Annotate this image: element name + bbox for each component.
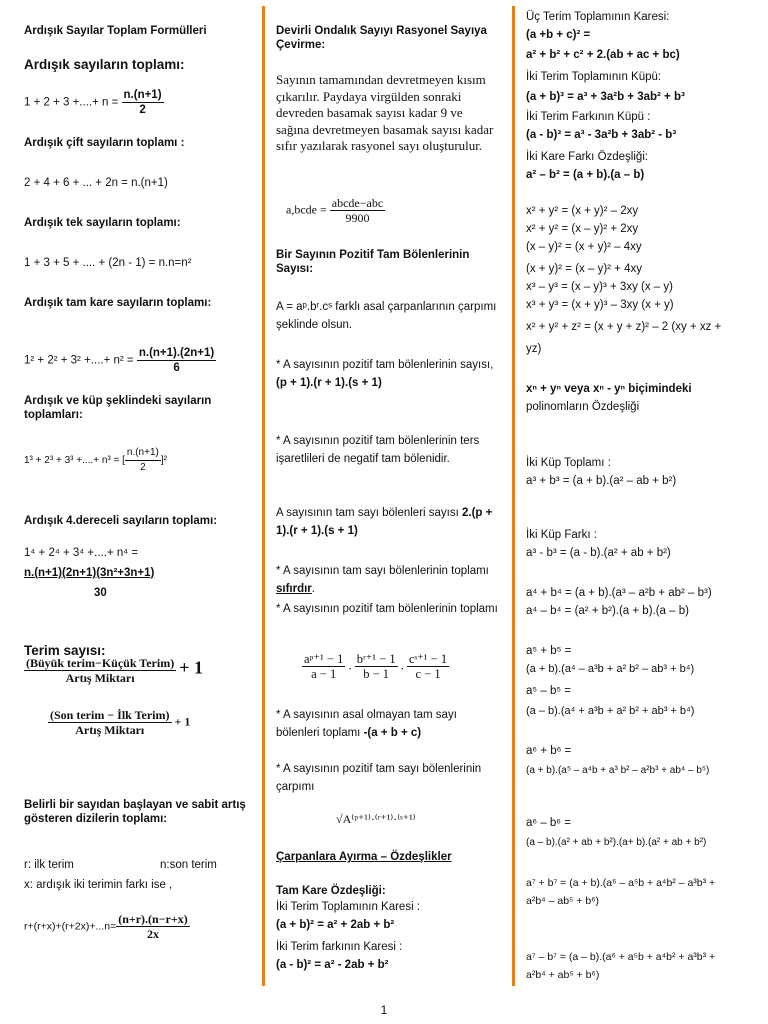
formula-denominator: a − 1 — [311, 667, 337, 681]
formula-denominator: Artış Miktarı — [65, 671, 135, 685]
bullet-text: * A sayısının tam sayı bölenlerinin toplamı — [276, 565, 489, 577]
identity-line: x² + y² + z² = (x + y + z)² – 2 (xy + xz + — [526, 321, 722, 333]
formula-term-count-1 — [24, 656, 203, 685]
formula-sixth-power-sum-2: (a + b).(a⁵ – a⁴b + a³ b² – a²b³ + ab⁴ – b⁵) — [526, 765, 710, 776]
polynomial-identity-heading-2: polinomların Özdeşliği — [526, 401, 640, 413]
label-difference: x: ardışık iki terimin farkı ise , — [24, 879, 173, 891]
formula-denominator: 2 — [139, 104, 146, 116]
formula-fourth-line-2: n.(n+1)(2n+1)(3n²+3n+1) — [24, 567, 155, 579]
formula-square-of-difference: (a - b)² = a² - 2ab + b² — [276, 959, 389, 971]
heading-consecutive-sum: Ardışık sayıların toplamı: — [24, 57, 185, 72]
column-divider-left — [262, 6, 265, 986]
label-difference-of-squares: İki Kare Farkı Özdeşliği: — [526, 151, 649, 163]
heading-term-count: Terim sayısı: — [24, 643, 106, 658]
label-cube-of-difference: İki Terim Farkının Küpü : — [526, 111, 651, 123]
heading-series-sum: Belirli bir sayıdan başlayan ve sabit artış gösteren dizilerin toplamı: — [24, 799, 246, 825]
formula-numerator: n.(n+1).(2n+1) — [138, 347, 215, 359]
formula-divisor-sum: $\frac{\text{aᵖ⁺¹ − 1}}{a - 1}$ . $\frac{\text{bʳ⁺¹ − 1}}{b - 1}$ . $\frac{\text{cˢ⁺¹ − 1}}{c - 1}$ — [304, 652, 448, 681]
identity-line: x³ + y³ = (x + y)³ – 3xy (x + y) — [526, 299, 674, 311]
formula-seventh-power-sum-1: a⁷ + b⁷ = (a + b).(a⁶ – a⁵b + a⁴b² – a³b³ + — [526, 877, 716, 889]
bullet-divisor-product: * A sayısının pozitif tam sayı bölenlerinin çarpımı — [276, 763, 482, 793]
heading-odd-sum: Ardışık tek sayıların toplamı: — [24, 217, 181, 229]
formula-seventh-power-difference-1: a⁷ – b⁷ = (a – b).(a⁶ + a⁵b + a⁴b² + a³b³ + — [526, 951, 716, 963]
formula-cube-sum — [24, 446, 167, 475]
formula-denominator: 2x — [146, 927, 159, 941]
formula-left: a,bcde = — [286, 202, 327, 217]
page-number: 1 — [380, 1003, 388, 1017]
identity-line: (x – y)² = (x + y)² – 4xy — [526, 241, 642, 253]
formula-trinomial-square-1: (a +b + c)² = — [526, 29, 591, 41]
bullet-integer-divisor-count — [276, 504, 498, 540]
heading-square-sum: Ardışık tam kare sayıların toplamı: — [24, 297, 212, 309]
formula-fourth-power-difference: a⁴ – b⁴ = (a² + b²).(a + b).(a – b) — [526, 605, 689, 617]
bullet-text: A sayısının tam sayı bölenleri sayısı — [276, 507, 459, 519]
label-trinomial-square: Üç Terim Toplamının Karesi: — [526, 11, 670, 23]
bullet-negative-divisors: * A sayısının pozitif tam bölenlerinin ters işaretlileri de negatif tam bölenidir. — [276, 435, 480, 465]
label-first-term: r: ilk terim — [24, 859, 74, 871]
formula-denominator: Artış Miktarı — [75, 723, 145, 737]
formula-sixth-power-difference-1: a⁶ – b⁶ = — [526, 817, 571, 829]
bullet-formula: 2.(p + 1).(r + 1).(s + 1) — [276, 507, 493, 537]
formula-left: 1 + 2 + 3 +....+ n = — [24, 96, 119, 109]
formula-fifth-power-sum-1: a⁵ + b⁵ = — [526, 645, 572, 657]
bullet-formula: (p + 1).(r + 1).(s + 1) — [276, 377, 382, 389]
divisors-definition: A = aᵖ.bʳ.cˢ farklı asal çarpanlarının çarpımı şeklinde olsun. — [276, 301, 497, 331]
formula-denominator: c − 1 — [415, 667, 441, 681]
formula-numerator: cˢ⁺¹ − 1 — [408, 652, 448, 666]
formula-denominator: 2 — [140, 462, 146, 473]
formula-series-sum — [24, 912, 190, 941]
formula-cube-of-sum: (a + b)³ = a³ + 3a²b + 3ab² + b³ — [526, 91, 685, 103]
heading-cube-sum: Ardışık ve küp şeklindeki sayıların toplamları: — [24, 395, 212, 421]
formula-fifth-power-difference-1: a⁵ – b⁵ = — [526, 685, 572, 697]
formula-square-sum — [24, 346, 216, 375]
formula-numerator: aᵖ⁺¹ − 1 — [304, 652, 344, 666]
polynomial-identity-heading-1 — [526, 382, 692, 396]
bullet-emphasis: sıfırdır — [276, 583, 312, 595]
label-cube-of-sum: İki Terim Toplamının Küpü: — [526, 71, 662, 83]
formula-right: ]² — [160, 455, 167, 467]
formula-left: 1² + 2² + 3² +....+ n² = — [24, 354, 134, 367]
identity-line: x² + y² = (x + y)² – 2xy — [526, 205, 639, 217]
formula-square-of-sum: (a + b)² = a² + 2ab + b² — [276, 919, 395, 931]
bullet-integer-divisor-sum: * A sayısının tam sayı bölenlerinin toplamı sıfırdır. — [276, 565, 489, 595]
formula-cube-of-difference: (a - b)³ = a³ - 3a²b + 3ab² - b³ — [526, 129, 677, 141]
repeating-decimal-paragraph: Sayının tamamından devretmeyen kısım çıkarılır. Paydaya virgülden sonraki devreden basamak sayısı kadar 9 ve sağına devretmeyen basamak sayısı kadar sıfır yazılarak rasyonel sayı oluşturulur. — [276, 72, 494, 153]
formula-left: 1³ + 2³ + 3³ +....+ n³ = [ — [24, 455, 125, 467]
formula-plus-one: + 1 — [179, 657, 203, 678]
bullet-non-prime-divisor-sum — [276, 706, 498, 742]
formula-seventh-power-sum-2: a²b⁴ – ab⁵ + b⁶) — [526, 895, 600, 907]
section-title-repeating-decimal: Devirli Ondalık Sayıyı Rasyonel Sayıya Çevirme: — [276, 25, 487, 51]
formula-difference-of-squares: a² – b² = (a + b).(a – b) — [526, 169, 645, 181]
heading-perfect-square: Tam Kare Özdeşliği: — [276, 885, 386, 897]
bullet-positive-divisor-sum: * A sayısının pozitif tam bölenlerinin toplamı — [276, 603, 498, 615]
identity-line: x² + y² = (x – y)² + 2xy — [526, 223, 639, 235]
formula-even-sum: 2 + 4 + 6 + ... + 2n = n.(n+1) — [24, 177, 168, 189]
formula-numerator: (n+r).(n−r+x) — [118, 912, 188, 926]
formula-numerator: n.(n+1) — [125, 446, 161, 461]
identity-line: yz) — [526, 343, 542, 355]
formula-repeating-decimal — [286, 196, 385, 225]
formula-numerator: abcde−abc — [331, 196, 384, 210]
formula-numerator: bʳ⁺¹ − 1 — [356, 652, 396, 666]
formula-fourth-line-3: 30 — [94, 587, 107, 599]
label-square-of-difference: İki Terim farkının Karesi : — [276, 941, 403, 953]
formula-sixth-power-difference-2: (a – b).(a² + ab + b²).(a+ b).(a² + ab + b²) — [526, 837, 707, 848]
formula-odd-sum: 1 + 3 + 5 + .... + (2n - 1) = n.n=n² — [24, 257, 192, 269]
formula-fifth-power-difference-2: (a – b).(a⁴ + a³b + a² b² + ab³ + b⁴) — [526, 705, 695, 717]
column-divider-right — [512, 6, 515, 986]
formula-fifth-power-sum-2: (a + b).(a⁴ – a³b + a² b² – ab³ + b⁴) — [526, 663, 695, 675]
formula-seventh-power-difference-2: a²b⁴ + ab⁵ + b⁶) — [526, 969, 600, 981]
formula-denominator: 6 — [173, 362, 180, 374]
label-sum-of-cubes: İki Küp Toplamı : — [526, 457, 611, 469]
identity-line: (x + y)² = (x – y)² + 4xy — [526, 263, 642, 275]
formula-numerator: (Büyük terim−Küçük Terim) — [26, 656, 175, 670]
formula-difference-of-cubes: a³ - b³ = (a - b).(a² + ab + b²) — [526, 547, 671, 559]
heading-positive-divisors: Bir Sayının Pozitif Tam Bölenlerinin Sayısı: — [276, 249, 470, 275]
formula-left: r+(r+x)+(r+2x)+...n= — [24, 920, 117, 933]
heading-even-sum: Ardışık çift sayıların toplamı : — [24, 137, 185, 149]
formula-sum-of-cubes: a³ + b³ = (a + b).(a² – ab + b²) — [526, 475, 677, 487]
formula-denominator: 9900 — [345, 211, 370, 225]
bullet-text: * A sayısının asal olmayan tam sayı bölenleri toplamı — [276, 709, 457, 739]
formula-trinomial-square-2: a² + b² + c² + 2.(ab + ac + bc) — [526, 49, 680, 61]
label-square-of-sum: İki Terim Toplamının Karesi : — [276, 901, 421, 913]
label-last-term: n:son terim — [160, 859, 217, 871]
formula-term-count-2 — [48, 708, 190, 737]
formula-numerator: (Son terim − İlk Terim) — [50, 708, 170, 722]
formula-consecutive-sum — [24, 88, 164, 117]
section-title: Ardışık Sayılar Toplam Formülleri — [24, 25, 207, 37]
formula-denominator: b − 1 — [363, 667, 390, 681]
formula-divisor-product: √A⁽ᵖ⁺¹⁾·⁽ʳ⁺¹⁾·⁽ˢ⁺¹⁾ — [336, 812, 416, 826]
formula-plus-one: + 1 — [174, 714, 191, 729]
bullet-text: * A sayısının pozitif tam bölenlerinin sayısı, — [276, 359, 494, 371]
label-difference-of-cubes: İki Küp Farkı : — [526, 529, 597, 541]
polynomial-heading-text: xⁿ + yⁿ veya xⁿ - yⁿ biçimindeki — [526, 383, 692, 395]
bullet-positive-divisor-count — [276, 356, 498, 392]
identity-line: x³ – y³ = (x – y)³ + 3xy (x – y) — [526, 281, 673, 293]
heading-fourth-power-sum: Ardışık 4.dereceli sayıların toplamı: — [24, 515, 218, 527]
formula-numerator: n.(n+1) — [123, 89, 162, 101]
heading-factoring-identities: Çarpanlara Ayırma – Özdeşlikler — [276, 851, 452, 863]
bullet-formula: -(a + b + c) — [363, 727, 422, 739]
formula-sixth-power-sum-1: a⁶ + b⁶ = — [526, 745, 572, 757]
formula-fourth-line-1: 1⁴ + 2⁴ + 3⁴ +....+ n⁴ = — [24, 547, 139, 559]
formula-fourth-power-sum: a⁴ + b⁴ = (a + b).(a³ – a²b + ab² – b³) — [526, 587, 712, 599]
